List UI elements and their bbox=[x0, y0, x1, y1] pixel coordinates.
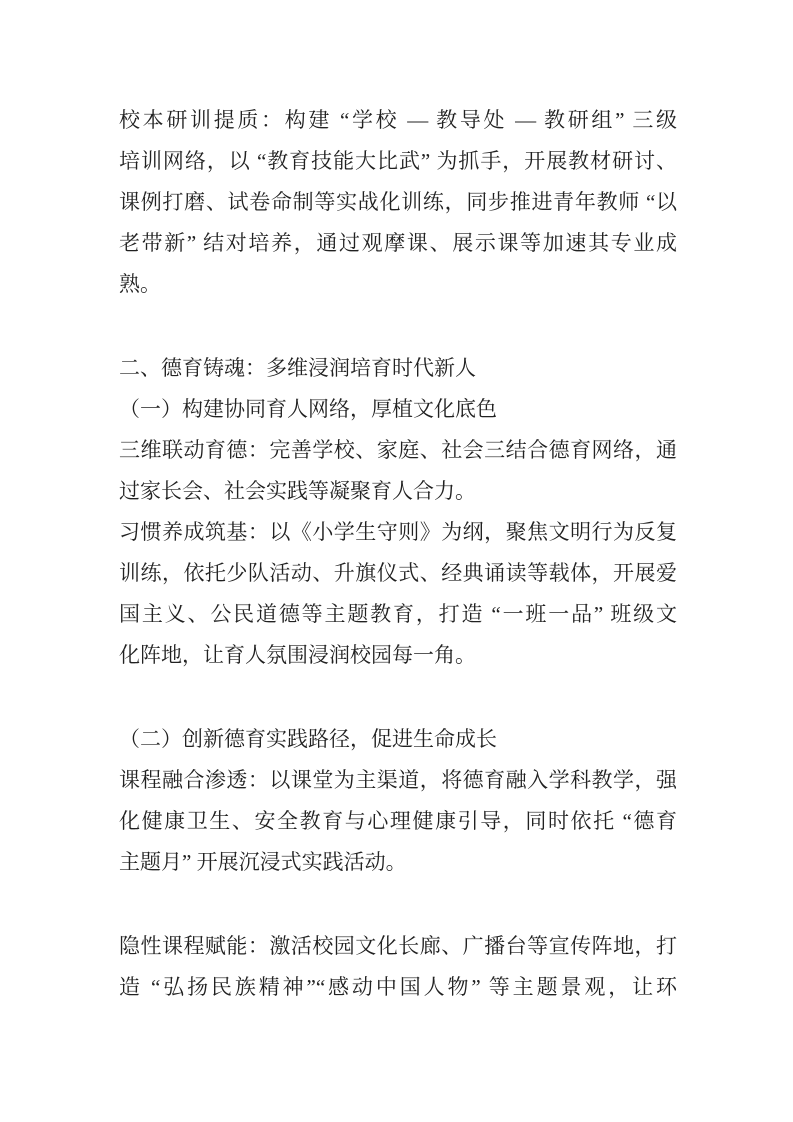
para-habit-building bbox=[119, 512, 677, 676]
para-curriculum-integration bbox=[119, 760, 677, 883]
text-line: 化健康卫生、安全教育与心理健康引导，同时依托 “德育 bbox=[119, 809, 677, 833]
text-line: 培训网络，以 “教育技能大比武” 为抓手，开展教材研讨、 bbox=[119, 149, 677, 173]
text-line: （二）创新德育实践路径，促进生命成长 bbox=[119, 727, 497, 751]
document-body bbox=[119, 100, 677, 1008]
text-line: 隐性课程赋能：激活校园文化长廊、广播台等宣传阵地，打 bbox=[119, 934, 677, 958]
text-line: 训练，依托少队活动、升旗仪式、经典诵读等载体，开展爱 bbox=[119, 561, 677, 585]
text-line: 主题月” 开展沉浸式实践活动。 bbox=[119, 850, 407, 874]
text-line: 习惯养成筑基：以《小学生守则》为纲，聚焦文明行为反复 bbox=[119, 520, 677, 544]
text-line: （一）构建协同育人网络，厚植文化底色 bbox=[119, 397, 497, 421]
text-line: 课程融合渗透：以课堂为主渠道，将德育融入学科教学，强 bbox=[119, 768, 677, 792]
para-hidden-curriculum bbox=[119, 926, 677, 1008]
text-line: 三维联动育德：完善学校、家庭、社会三结合德育网络，通 bbox=[119, 438, 677, 462]
text-line: 老带新” 结对培养，通过观摩课、展示课等加速其专业成 bbox=[119, 231, 677, 255]
text-line: 二、德育铸魂：多维浸润培育时代新人 bbox=[119, 356, 476, 380]
text-line: 造 “弘扬民族精神”“感动中国人物” 等主题景观，让环 bbox=[119, 975, 677, 999]
text-line: 国主义、公民道德等主题教育，打造 “一班一品” 班级文 bbox=[119, 602, 677, 626]
heading-section-two bbox=[119, 348, 677, 389]
heading-sub-one bbox=[119, 389, 677, 430]
heading-sub-two bbox=[119, 719, 677, 760]
text-line: 过家长会、社会实践等凝聚育人合力。 bbox=[119, 479, 476, 503]
para-school-based-training bbox=[119, 100, 677, 305]
text-line: 熟。 bbox=[119, 272, 161, 296]
para-three-dimension-moral-education bbox=[119, 430, 677, 512]
text-line: 化阵地，让育人氛围浸润校园每一角。 bbox=[119, 643, 476, 667]
text-line: 课例打磨、试卷命制等实战化训练，同步推进青年教师 “以 bbox=[119, 190, 677, 214]
text-line: 校本研训提质：构建 “学校 — 教导处 — 教研组” 三级 bbox=[119, 108, 677, 132]
